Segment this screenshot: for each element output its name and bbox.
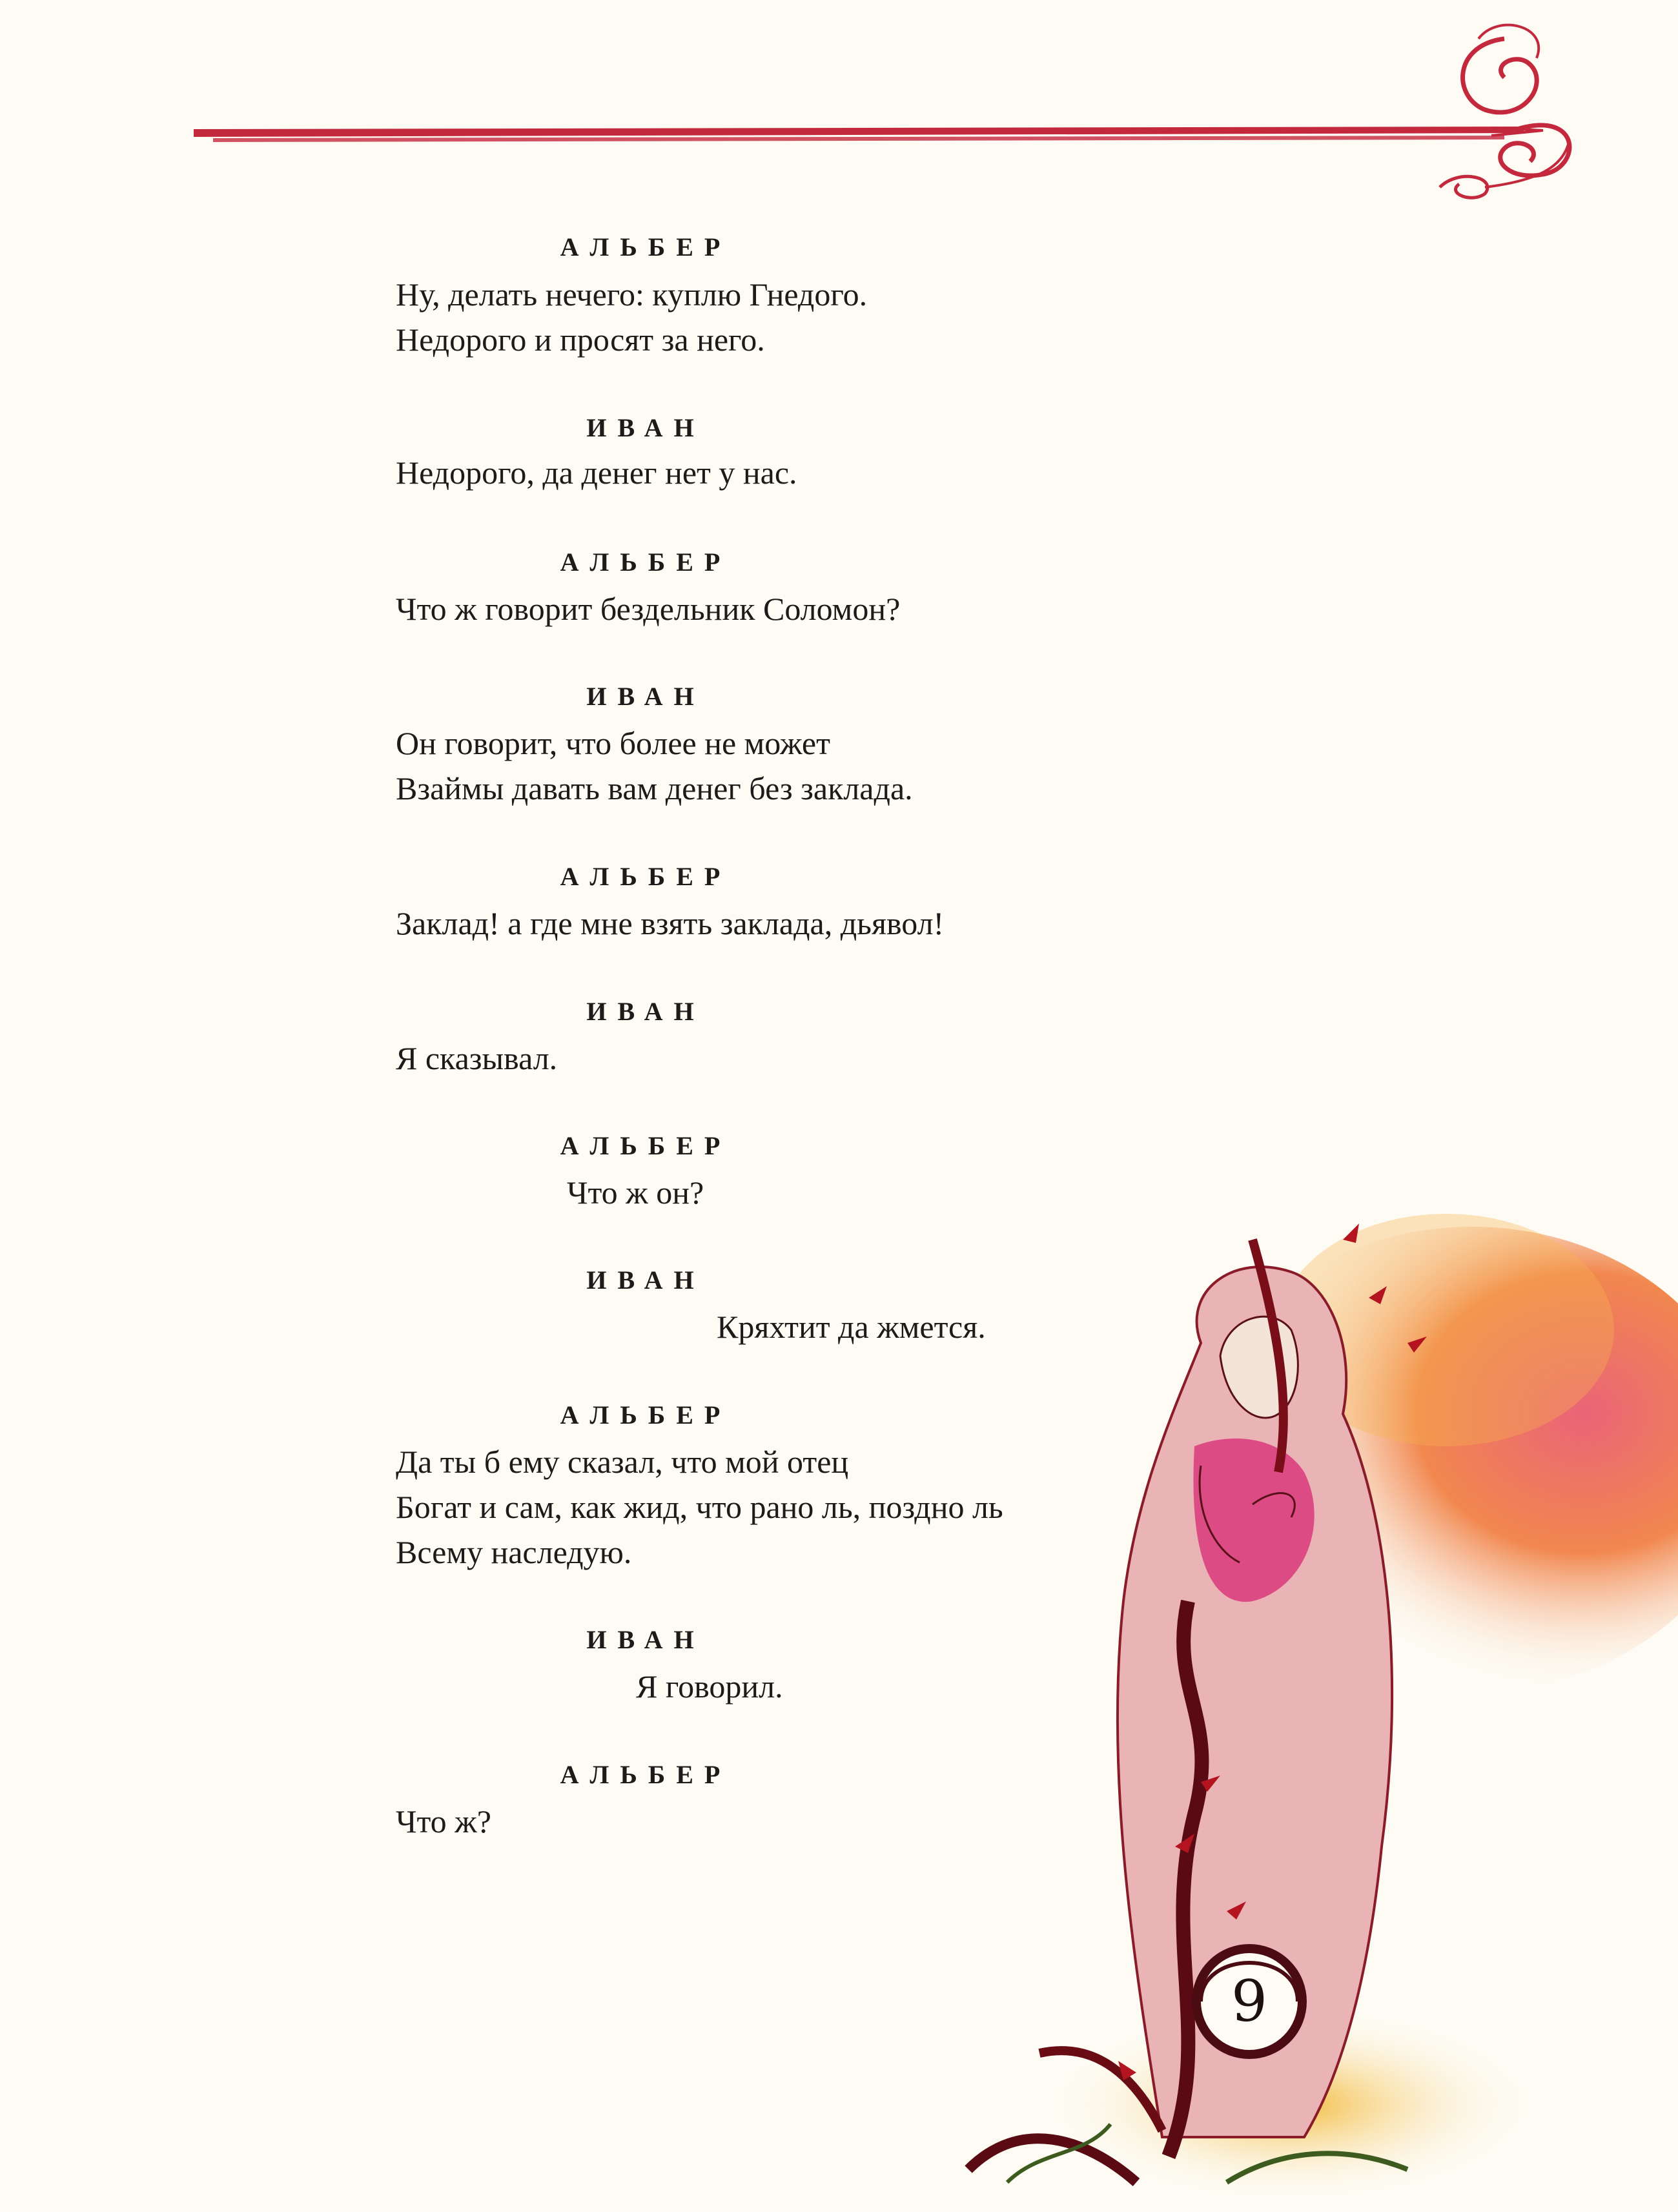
dialogue-line: Всему наследую.	[396, 1534, 632, 1570]
dialogue-line: Взаймы давать вам денег без заклада.	[396, 770, 913, 806]
dialogue-line: Я говорил.	[636, 1668, 783, 1705]
dialogue-line: Он говорит, что более не может	[396, 725, 830, 761]
speaker-name: ИВАН	[586, 1265, 705, 1295]
speaker-name: АЛЬБЕР	[560, 1400, 732, 1429]
speaker-name: ИВАН	[586, 1625, 705, 1654]
speaker-name: АЛЬБЕР	[560, 548, 732, 577]
dialogue-line: Я сказывал.	[396, 1040, 558, 1076]
dialogue-line: Богат и сам, как жид, что рано ль, поздно ль	[396, 1489, 1003, 1525]
speaker-name: ИВАН	[586, 997, 705, 1026]
dialogue-line: Ну, делать нечего: куплю Гнедого.	[396, 276, 868, 312]
dialogue-line: Да ты б ему сказал, что мой отец	[396, 1444, 849, 1480]
dialogue-line: Что ж?	[396, 1803, 491, 1839]
speaker-name: АЛЬБЕР	[560, 862, 732, 891]
dialogue-line: Заклад! а где мне взять заклада, дьявол!	[396, 905, 945, 941]
dialogue-line: Недорого и просят за него.	[396, 322, 765, 358]
speaker-name: АЛЬБЕР	[560, 1760, 732, 1789]
speaker-name: АЛЬБЕР	[560, 232, 732, 261]
speaker-name: АЛЬБЕР	[560, 1131, 732, 1160]
dialogue-line: Кряхтит да жмется.	[717, 1309, 986, 1345]
dialogue-line: Недорого, да денег нет у нас.	[396, 455, 797, 491]
speaker-name: ИВАН	[586, 682, 705, 711]
speaker-name: ИВАН	[586, 413, 705, 442]
dialogue-line: Что ж говорит бездельник Соломон?	[396, 591, 901, 627]
dialogue-line: Что ж он?	[567, 1174, 704, 1211]
page-number: 9	[1231, 1968, 1267, 2034]
